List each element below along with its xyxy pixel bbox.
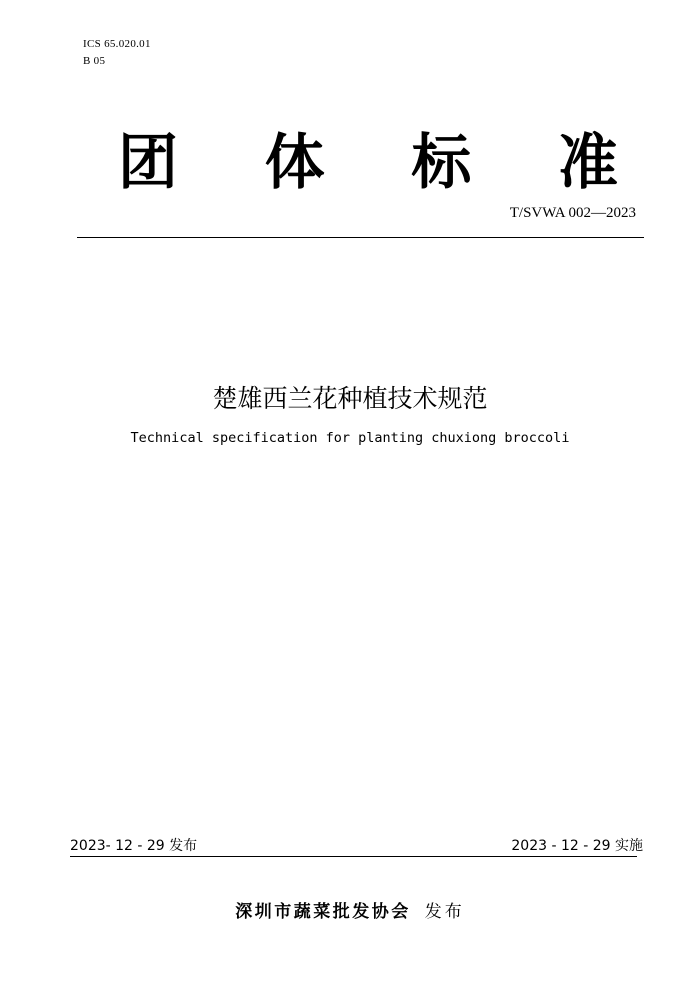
implementation-date: 2023 - 12 - 29 实施 (511, 838, 643, 854)
publisher-name: 深圳市蔬菜批发协会 (235, 902, 411, 922)
top-divider (77, 237, 644, 238)
issue-date: 2023- 12 - 29 发布 (70, 838, 198, 854)
ics-code: ICS 65.020.01 (83, 38, 151, 50)
title-english: Technical specification for planting chuxiong broccoli (130, 430, 570, 446)
title-chinese: 楚雄西兰花种植技术规范 (212, 384, 488, 413)
standard-type-char: 标 (411, 128, 472, 198)
bottom-divider (70, 856, 637, 857)
standard-type-char: 体 (264, 128, 325, 198)
standard-type-char: 团 (118, 128, 178, 198)
ccs-code: B 05 (83, 55, 106, 67)
standard-code: T/SVWA 002—2023 (509, 205, 636, 221)
standard-type-char: 准 (557, 128, 618, 198)
publisher-line (0, 900, 700, 924)
standard-type-heading (118, 128, 618, 198)
publisher-action: 发布 (424, 902, 465, 922)
